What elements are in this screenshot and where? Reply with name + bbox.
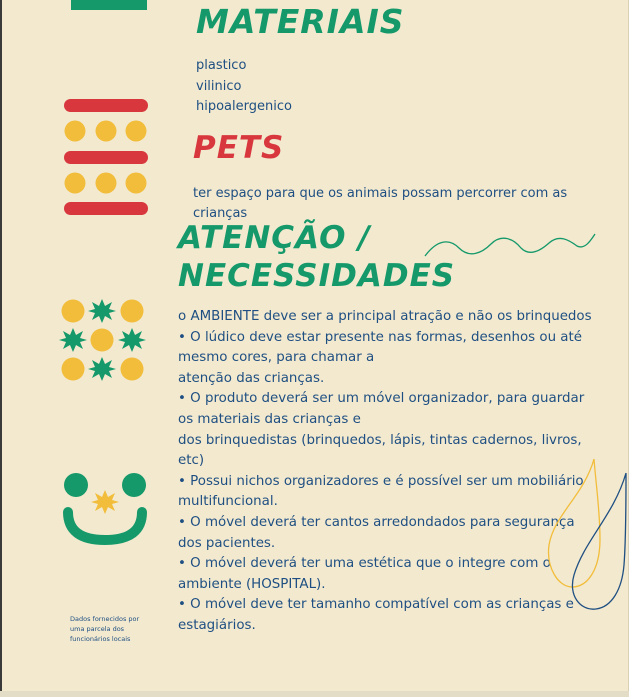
source-note: Dados fornecidos por uma parcela dos funcionários locais (70, 615, 140, 643)
body-line: • O produto deverá ser um móvel organizador, para guardar os materiais das crianças e (178, 391, 585, 427)
body-line: o AMBIENTE deve ser a principal atração e não os brinquedos (178, 309, 592, 324)
stripes-dots-icon (62, 95, 150, 219)
atencao-heading (178, 219, 455, 295)
atencao-body (178, 307, 598, 637)
atencao-heading-line1: ATENÇÃO / (178, 220, 371, 256)
list-item: vilinico (196, 78, 242, 94)
body-line: • O móvel deve ter tamanho compatível com as crianças e estagiários. (178, 597, 574, 633)
list-item: plastico (196, 58, 247, 73)
list-item: hipoalergenico (196, 99, 292, 114)
body-line: • O lúdico deve estar presente nas formas, desenhos ou até mesmo cores, para chamar a (178, 329, 583, 366)
materiais-heading: MATERIAIS (196, 2, 405, 41)
green-block-icon (71, 0, 147, 12)
smiley-face-icon (60, 470, 152, 546)
page-left-border (0, 0, 2, 697)
wave-squiggle-icon (423, 230, 598, 262)
body-line: • Possui nichos organizadores e é possível ser um mobiliário multifuncional. (178, 473, 584, 510)
page-bottom-strip (0, 691, 629, 697)
body-line: • O móvel deverá ter cantos arredondados para segurança dos pacientes. (178, 514, 575, 551)
atencao-heading-line2: NECESSIDADES (178, 258, 456, 294)
materiais-list (196, 56, 292, 118)
teardrop-outline-icon (544, 455, 628, 615)
stars-dots-grid-icon (58, 296, 150, 386)
pets-text: ter espaço para que os animais possam percorrer com as crianças (193, 186, 568, 221)
body-line: atenção das crianças. (178, 370, 325, 386)
body-line: dos brinquedistas (brinquedos, lápis, tintas cadernos, livros, etc) (178, 432, 582, 469)
pets-heading: PETS (193, 130, 285, 166)
body-line: • O móvel deverá ter uma estética que o integre com o ambiente (HOSPITAL). (178, 556, 551, 592)
